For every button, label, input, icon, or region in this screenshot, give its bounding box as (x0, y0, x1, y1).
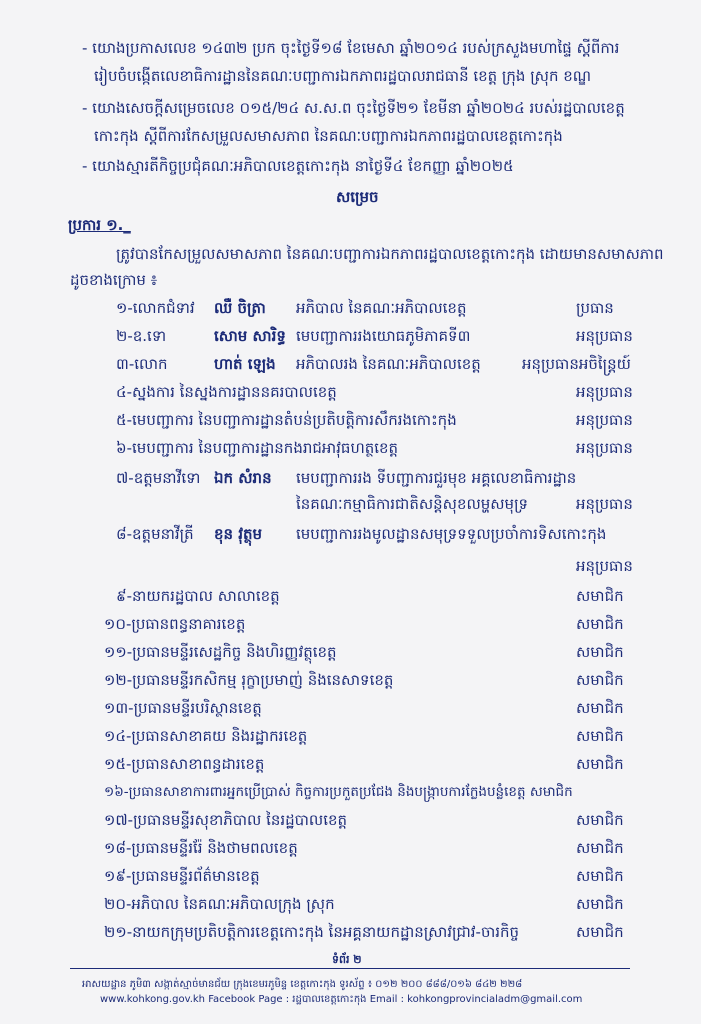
footer-contacts: www.kohkong.gov.kh Facebook Page : រដ្ឋបាលខេត្តកោះកុង Email : kohkongprovincialadm@gmail.com (100, 994, 583, 1005)
member-role: សមាជិក (576, 727, 624, 745)
member-name: ខុន វុត្ថុម (214, 525, 263, 543)
reference-1-line-2: រៀបចំបង្កើតលេខាធិការដ្ឋាននៃគណៈបញ្ជាការឯកភាពរដ្ឋបាលរាជធានី ខេត្ត ក្រុង ស្រុក ខណ្ឌ (94, 67, 592, 85)
member-role: អនុប្រធានអចិន្ត្រៃយ៍ (522, 355, 631, 373)
member-title: ៧-ឧត្តមនាវីទោ (116, 469, 201, 487)
member-role: សមាជិក (576, 643, 624, 661)
article-intro-line-1: ត្រូវបានកែសម្រួលសមាសភាព នៃគណៈបញ្ជាការឯកភាពរដ្ឋបាលខេត្តកោះកុង ដោយមានសមាសភាព (116, 245, 664, 263)
reference-2-line-1: - យោងសេចក្តីសម្រេចលេខ ០១៥/២៤ ស.ស.ព ចុះថ្ងៃទី២១ ខែមីនា ឆ្នាំ២០២៤ របស់រដ្ឋបាលខេត្ត (82, 99, 625, 117)
page-number: ទំព័រ ២ (332, 953, 362, 966)
member-name: ឈឺ ចិត្រា (214, 299, 266, 317)
member-title: ១៥-ប្រធានសាខាពន្ធដារខេត្ត (104, 755, 265, 773)
member-name: សោម សារិទ្ធ (214, 327, 286, 345)
footer-divider (70, 968, 630, 969)
member-role: សមាជិក (576, 587, 624, 605)
member-name: ហាត់ ឡេង (214, 355, 276, 373)
member-title: ១-លោកជំទាវ (116, 299, 195, 317)
member-title: ៨-ឧត្តមនាវីត្រី (116, 525, 194, 543)
member-role: អនុប្រធាន (576, 557, 633, 575)
member-role: សមាជិក (576, 839, 624, 857)
reference-1-line-1: - យោងប្រកាសលេខ ១៤៣២ ប្រក ចុះថ្ងៃទី១៨ ខែមេសា ឆ្នាំ២០១៤ របស់ក្រសួងមហាផ្ទៃ ស្តីពីការ (82, 39, 620, 57)
member-position: អភិបាល នៃគណៈអភិបាលខេត្ត (296, 299, 467, 317)
member-title: ១០-ប្រធានពន្ធនាគារខេត្ត (104, 615, 246, 633)
member-role: អនុប្រធាន (576, 439, 633, 457)
member-title: ១៦-ប្រធានសាខាការពារអ្នកប្រើប្រាស់ កិច្ចការប្រកួតប្រជែង និងបង្ក្រាបការក្លែងបន្លំខេត្ត សមាជិក (104, 784, 573, 800)
member-position: មេបញ្ជាការរងយោធភូមិភាគទី៣ (296, 327, 471, 345)
member-role: សមាជិក (576, 923, 624, 941)
member-title: ១១-ប្រធានមន្ទីរសេដ្ឋកិច្ច និងហិរញ្ញវត្ថុខេត្ត (104, 643, 337, 661)
member-title: ៩-នាយករដ្ឋបាល សាលាខេត្ត (116, 587, 280, 605)
member-role: សមាជិក (576, 755, 624, 773)
member-title: ១៣-ប្រធានមន្ទីរបរិស្ថានខេត្ត (104, 699, 262, 717)
member-position: មេបញ្ជាការរងមូលដ្ឋានសមុទ្រទទួលប្រចាំការទិសកោះកុង (296, 525, 607, 543)
article-intro-line-2: ដូចខាងក្រោម ៖ (70, 271, 158, 289)
footer-address: អាសយដ្ឋាន ភូមិ៣ សង្កាត់ស្មាច់មានជ័យ ក្រុងខេមរភូមិន្ទ ខេត្តកោះកុង ទូរស័ព្ទ ៖ ០១២ ២០០ ៨៨៨/០១៦ ៨៤២ ២២៨ (82, 979, 523, 990)
article-label: ប្រការ ១._ (68, 216, 131, 234)
member-role: សមាជិក (576, 671, 624, 689)
member-role: អនុប្រធាន (576, 411, 633, 429)
member-role: សមាជិក (576, 895, 624, 913)
member-role: សមាជិក (576, 699, 624, 717)
member-title: ៣-លោក (116, 355, 168, 373)
member-role: អនុប្រធាន (576, 327, 633, 345)
member-title: ៥-មេបញ្ជាការ នៃបញ្ជាការដ្ឋានតំបន់ប្រតិបត្តិការសឹករងកោះកុង (116, 411, 457, 429)
member-title: ២០-អភិបាល នៃគណៈអភិបាលក្រុង ស្រុក (104, 895, 335, 913)
member-role: សមាជិក (576, 615, 624, 633)
decision-heading: សម្រេច (336, 188, 379, 206)
member-title: ១៧-ប្រធានមន្ទីរសុខាភិបាល នៃរដ្ឋបាលខេត្ត (104, 811, 348, 829)
member-role: សមាជិក (576, 867, 624, 885)
member-title: ៦-មេបញ្ជាការ នៃបញ្ជាការដ្ឋានកងរាជអាវុធហត្ថខេត្ត (116, 439, 399, 457)
member-position: អភិបាលរង នៃគណៈអភិបាលខេត្ត (296, 355, 481, 373)
member-position-line-2: នៃគណៈកម្មាធិការជាតិសន្តិសុខលម្ហសមុទ្រ (296, 495, 529, 513)
member-title: ៤-ស្នងការ នៃស្នងការដ្ឋាននគរបាលខេត្ត (116, 383, 337, 401)
member-position: មេបញ្ជាការរង ទីបញ្ជាការជួរមុខ អគ្គលេខាធិការដ្ឋាន (296, 469, 577, 487)
member-title: ១៤-ប្រធានសាខាគយ និងរដ្ឋាករខេត្ត (104, 727, 308, 745)
member-title: ២-ឧ.ទោ (116, 327, 167, 345)
member-role: អនុប្រធាន (576, 495, 633, 513)
reference-3-line-1: - យោងស្មារតីកិច្ចប្រជុំគណៈអភិបាលខេត្តកោះកុង នាថ្ងៃទី៤ ខែកញ្ញា ឆ្នាំ២០២៥ (82, 157, 514, 175)
member-role: សមាជិក (576, 811, 624, 829)
member-title: ១៩-ប្រធានមន្ទីរព័ត៌មានខេត្ត (104, 867, 260, 885)
member-name: ឯក សំរាន (214, 469, 272, 487)
reference-2-line-2: កោះកុង ស្តីពីការកែសម្រួលសមាសភាព នៃគណៈបញ្ជាការឯកភាពរដ្ឋបាលខេត្តកោះកុង (94, 127, 563, 145)
member-role: ប្រធាន (576, 299, 614, 317)
member-title: ១២-ប្រធានមន្ទីរកសិកម្ម រុក្ខាប្រមាញ់ និងនេសាទខេត្ត (104, 671, 394, 689)
member-title: ១៨-ប្រធានមន្ទីររ៉ែ និងថាមពលខេត្ត (104, 839, 298, 857)
member-role: អនុប្រធាន (576, 383, 633, 401)
member-title: ២១-នាយកក្រុមប្រតិបត្តិការខេត្តកោះកុង នៃអគ្គនាយកដ្ឋានស្រាវជ្រាវ-ចារកិច្ច (104, 923, 520, 941)
